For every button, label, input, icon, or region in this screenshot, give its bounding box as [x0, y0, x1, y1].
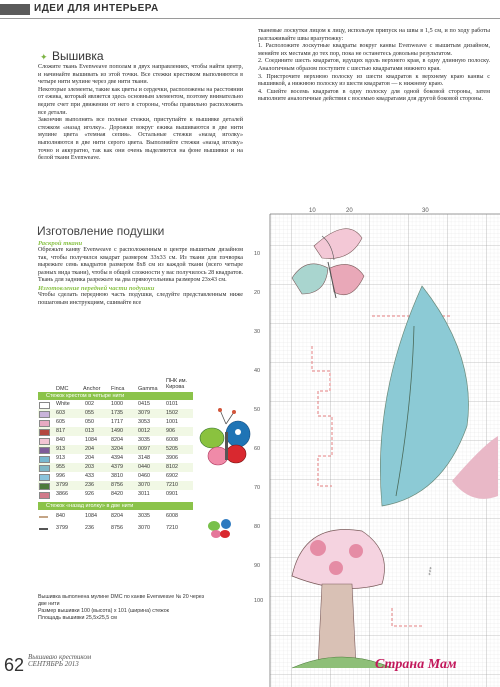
color-swatch: [39, 411, 50, 418]
front-title: Изготовление передней части подушки: [38, 284, 155, 292]
svg-text:***: ***: [428, 566, 436, 577]
table-cell: 840: [56, 437, 65, 443]
table-cell: 1490: [111, 428, 123, 434]
magazine-title: [28, 654, 91, 668]
color-swatch: [39, 492, 50, 499]
table-cell: 236: [85, 525, 94, 531]
table-cell: 0097: [138, 446, 150, 452]
table-cell: 1000: [111, 401, 123, 407]
header-bar: [0, 4, 30, 15]
step-3: 3. Пристрочите верхнюю полоску из шести квадратов к верхнему краю канвы с вышивкой, а нижнюю полоску из шести квадратов — к нижнему краю.: [258, 73, 490, 88]
table-cell: 3079: [138, 410, 150, 416]
table-cell: 050: [85, 419, 94, 425]
table-row: [38, 472, 193, 481]
leaf-icon: ✦: [40, 52, 48, 62]
table-cell: 8204: [111, 437, 123, 443]
table-cell: 8204: [111, 513, 123, 519]
embroidery-paragraph: Некоторые элементы, такие как цветы и сердечки, расположены на расстоянии от ежика, который является здесь основным элементом, поэтому внимательно ведите счет при движении от него в стороны, чтобы правильно расположить все детали.: [38, 86, 243, 116]
table-cell: 0440: [138, 464, 150, 470]
col-anchor: Anchor: [83, 386, 101, 392]
table-cell: 3148: [138, 455, 150, 461]
instructions-text: [258, 28, 490, 104]
watermark: Страна Мам: [375, 657, 457, 672]
note-size: Размер вышивки 100 (высота) х 101 (ширина) стежок: [38, 608, 169, 614]
table-cell: 3866: [56, 491, 68, 497]
table-cell: 3070: [138, 525, 150, 531]
tick-top: 30: [422, 208, 429, 214]
table-cell: 3810: [111, 473, 123, 479]
pillow-text: [38, 240, 243, 307]
front-text: Чтобы сделать переднюю часть подушки, следуйте представленным ниже пошаговым инструкциям, сшивайте все: [38, 291, 243, 306]
table-row: [38, 409, 193, 418]
color-swatch: [39, 483, 50, 490]
table-cell: 906: [166, 428, 175, 434]
table-row: [38, 490, 193, 499]
table-cell: 1717: [111, 419, 123, 425]
color-swatch: [39, 429, 50, 436]
magazine-name: Вышиваю крестиком: [28, 653, 92, 661]
table-cell: 7210: [166, 482, 178, 488]
table-cell: 0415: [138, 401, 150, 407]
backstitch-swatch: [39, 528, 48, 535]
band-backstitch: Стежок «назад иголку» в две нити: [38, 502, 193, 510]
col-pnk: ПНК им. Кирова: [166, 378, 188, 390]
table-cell: 0012: [138, 428, 150, 434]
magazine-issue: СЕНТЯБРЬ 2013: [28, 660, 79, 668]
table-cell: 1084: [85, 513, 97, 519]
cutting-text: Обрежьте канву Evenweave с расположенным в центре вышитым дизайном так, чтобы получился квадрат размером 33х33 см. Из ткани для пэчворка вырежьте семь квадратов размером 8х8 см из каждой ткани (всего четыре разных вида ткани), чтобы в общей сложности у вас получилось 28 квадратов. Ткань для задника разрежьте на два прямоугольника размером 23х43 см.: [38, 247, 243, 284]
table-cell: 3799: [56, 482, 68, 488]
band-cross-stitch: Стежок крестом в четыре нити: [38, 392, 193, 400]
table-cell: 002: [85, 401, 94, 407]
color-swatch: [39, 474, 50, 481]
table-cell: 817: [56, 428, 65, 434]
tick-left: 10: [254, 251, 261, 257]
tick-left: 70: [254, 485, 261, 491]
table-row: [38, 524, 193, 533]
tick-left: 100: [254, 598, 264, 604]
footer-note: [38, 594, 208, 622]
step-4: 4. Сшейте восемь квадратов в одну полоску для одной боковой стороны, затем выполните аналогичные действия с восемью квадратами для другой боковой стороны.: [258, 88, 490, 103]
table-cell: 0901: [166, 491, 178, 497]
table-cell: 236: [85, 482, 94, 488]
table-row: [38, 463, 193, 472]
butterfly-illustration: [196, 402, 252, 542]
color-swatch: [39, 465, 50, 472]
table-cell: 605: [56, 419, 65, 425]
color-swatch: [39, 402, 50, 409]
table-cell: 4379: [111, 464, 123, 470]
table-cell: 7210: [166, 525, 178, 531]
table-row: [38, 454, 193, 463]
table-cell: 3204: [111, 446, 123, 452]
table-cell: 840: [56, 513, 65, 519]
table-row: [38, 400, 193, 409]
table-cell: 8756: [111, 482, 123, 488]
table-cell: 204: [85, 455, 94, 461]
table-cell: 013: [85, 428, 94, 434]
color-swatch: [39, 420, 50, 427]
table-cell: 8102: [166, 464, 178, 470]
table-cell: 6008: [166, 513, 178, 519]
table-cell: 1001: [166, 419, 178, 425]
embroidery-heading: Вышивка: [52, 49, 104, 63]
instructions-intro: тканевые лоскутки лицом к лицу, используя припуск на швы в 1,5 см, и по ходу работы разглаживайте швы вразутюжку:: [258, 28, 490, 42]
table-cell: 6008: [166, 437, 178, 443]
table-cell: 1084: [85, 437, 97, 443]
tick-left: 40: [254, 368, 261, 374]
section-title: ИДЕИ ДЛЯ ИНТЕРЬЕРА: [34, 3, 159, 14]
tick-left: 50: [254, 407, 261, 413]
table-cell: 955: [56, 464, 65, 470]
table-cell: 433: [85, 473, 94, 479]
table-cell: 3011: [138, 491, 150, 497]
table-cell: 6902: [166, 473, 178, 479]
table-cell: 913: [56, 455, 65, 461]
cutting-title: Раскрой ткани: [38, 240, 83, 247]
color-swatch: [39, 438, 50, 445]
pillow-heading: Изготовление подушки: [37, 224, 165, 238]
table-cell: 3070: [138, 482, 150, 488]
table-cell: 204: [85, 446, 94, 452]
table-cell: White: [56, 401, 70, 407]
col-gamma: Gamma: [138, 386, 158, 392]
table-cell: 3799: [56, 525, 68, 531]
tick-left: 20: [254, 290, 261, 296]
step-1: 1. Расположите лоскутные квадраты вокруг канвы Evenweave с вышитым дизайном, меняйте их местами до тех пор, пока не останетесь довольны результатом.: [258, 43, 490, 57]
table-cell: 996: [56, 473, 65, 479]
embroidery-paragraph: Закончив выполнять все полные стежки, приступайте к вышивке деталей стежком «назад иголку». Дорожки вокруг ежика вышиваются в две нити мулине цвета «темная сепия». Остальные стежки «назад иголку» выполняются в две нити серого цвета. Выполняйте стежки «назад иголку» точно и аккуратно, так как они очень выделяются на фоне вышивки и на белой ткани Evenweave.: [38, 117, 243, 162]
page-number: 62: [4, 655, 25, 675]
table-row: [38, 445, 193, 454]
table-cell: 5205: [166, 446, 178, 452]
table-cell: 3906: [166, 455, 178, 461]
table-header: [38, 376, 193, 392]
table-cell: 4394: [111, 455, 123, 461]
table-cell: 926: [85, 491, 94, 497]
tick-left: 30: [254, 329, 261, 335]
tick-top: 10: [309, 208, 316, 214]
table-cell: 3035: [138, 513, 150, 519]
backstitch-swatch: [39, 516, 48, 523]
col-dmc: DMC: [56, 386, 69, 392]
tick-left: 60: [254, 446, 261, 452]
tick-left: 80: [254, 524, 261, 530]
table-cell: 3035: [138, 437, 150, 443]
col-finca: Finca: [111, 386, 125, 392]
table-cell: 913: [56, 446, 65, 452]
color-swatch: [39, 456, 50, 463]
table-row: [38, 418, 193, 427]
color-swatch: [39, 447, 50, 454]
table-cell: 3053: [138, 419, 150, 425]
table-row: [38, 481, 193, 490]
cross-stitch-chart: [252, 206, 500, 687]
table-cell: 203: [85, 464, 94, 470]
table-row: [38, 436, 193, 445]
table-cell: 603: [56, 410, 65, 416]
table-row: [38, 427, 193, 436]
embroidery-text: [38, 64, 243, 163]
step-2: 2. Соедините шесть квадратов, идущих вдоль верхнего края, в одну длинную полоску. Аналогичным образом поступите с шестью квадратами нижнего края.: [258, 58, 490, 72]
table-cell: 0101: [166, 401, 178, 407]
table-cell: 1502: [166, 410, 178, 416]
table-cell: 8756: [111, 525, 123, 531]
tick-top: 20: [346, 208, 353, 214]
note-threads: Вышивка выполнена мулине DMC по канве Evenweave № 20 через две нити: [38, 594, 205, 607]
tick-left: 90: [254, 563, 261, 569]
table-cell: 0460: [138, 473, 150, 479]
table-row: [38, 512, 193, 521]
embroidery-paragraph: Сложите ткань Evenweave пополам в двух направлениях, чтобы найти центр, и начинайте вышивать из этой точки. Все стежки крестиком выполняются в четыре нити мулине через две нити ткани.: [38, 64, 243, 86]
table-cell: 8420: [111, 491, 123, 497]
table-cell: 055: [85, 410, 94, 416]
note-area: Площадь вышивки 25,5х25,5 см: [38, 615, 117, 621]
table-cell: 1735: [111, 410, 123, 416]
